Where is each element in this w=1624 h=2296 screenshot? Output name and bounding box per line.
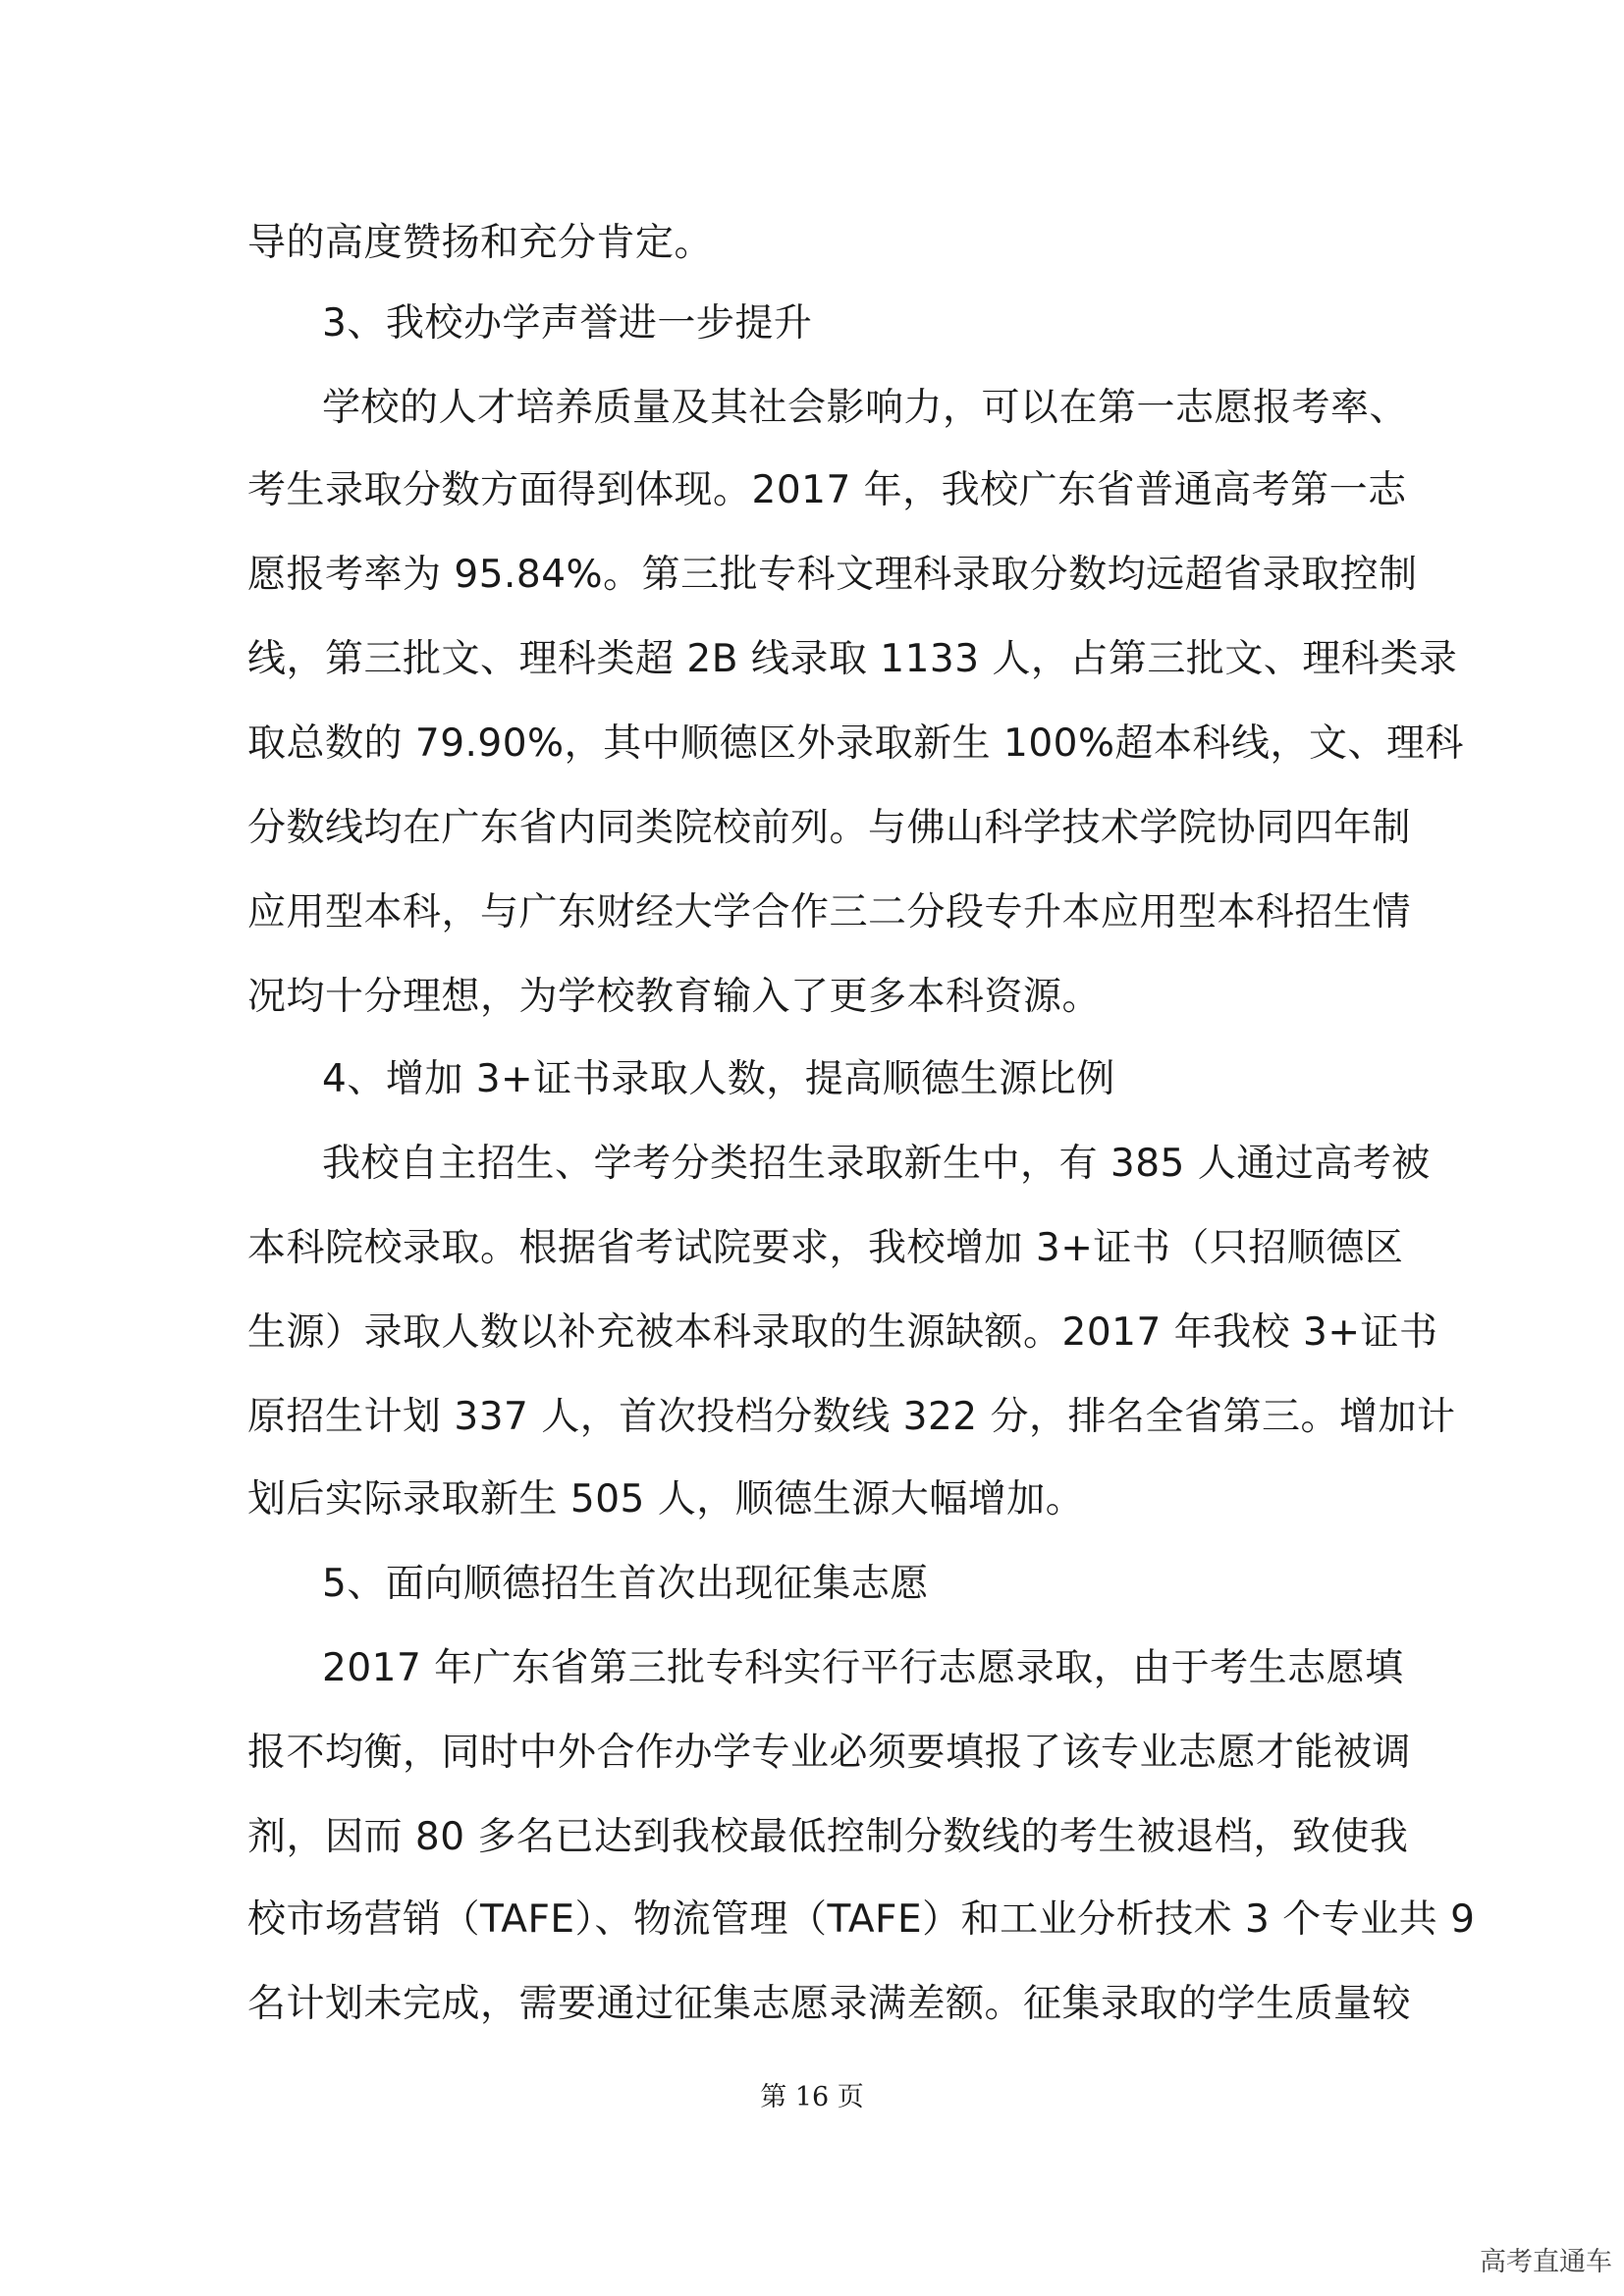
watermark-text: 高考直通车 <box>1480 2247 1612 2277</box>
paragraph-line: 导的高度赞扬和充分肯定。 <box>247 221 714 265</box>
paragraph-line: 愿报考率为 95.84%。第三批专科文理科录取分数均远超省录取控制 <box>247 553 1418 597</box>
paragraph-line: 学校的人才培养质量及其社会影响力，可以在第一志愿报考率、 <box>322 386 1409 430</box>
paragraph-line: 原招生计划 337 人，首次投档分数线 322 分，排名全省第三。增加计 <box>247 1395 1456 1439</box>
paragraph-line: 分数线均在广东省内同类院校前列。与佛山科学技术学院协同四年制 <box>247 806 1412 850</box>
paragraph-line: 剂，因而 80 多名已达到我校最低控制分数线的考生被退档，致使我 <box>247 1815 1409 1859</box>
section-heading-5: 5、面向顺德招生首次出现征集志愿 <box>322 1562 929 1606</box>
paragraph-line: 2017 年广东省第三批专科实行平行志愿录取，由于考生志愿填 <box>322 1646 1404 1690</box>
paragraph-line: 应用型本科，与广东财经大学合作三二分段专升本应用型本科招生情 <box>247 890 1412 934</box>
paragraph-line: 校市场营销（TAFE）、物流管理（TAFE）和工业分析技术 3 个专业共 9 <box>247 1897 1476 1942</box>
paragraph-line: 况均十分理想，为学校教育输入了更多本科资源。 <box>247 975 1102 1019</box>
paragraph-line: 名计划未完成，需要通过征集志愿录满差额。征集录取的学生质量较 <box>247 1982 1412 2026</box>
section-heading-4: 4、增加 3+证书录取人数，提高顺德生源比例 <box>322 1057 1115 1101</box>
page-number: 第 16 页 <box>760 2082 864 2112</box>
paragraph-line: 考生录取分数方面得到体现。2017 年，我校广东省普通高考第一志 <box>247 468 1407 512</box>
paragraph-line: 取总数的 79.90%，其中顺德区外录取新生 100%超本科线，文、理科 <box>247 721 1464 766</box>
paragraph-line: 线，第三批文、理科类超 2B 线录取 1133 人，占第三批文、理科类录 <box>247 637 1458 681</box>
paragraph-line: 报不均衡，同时中外合作办学专业必须要填报了该专业志愿才能被调 <box>247 1731 1412 1775</box>
paragraph-line: 我校自主招生、学考分类招生录取新生中，有 385 人通过高考被 <box>322 1142 1431 1186</box>
section-heading-3: 3、我校办学声誉进一步提升 <box>322 301 813 346</box>
paragraph-line: 生源）录取人数以补充被本科录取的生源缺额。2017 年我校 3+证书 <box>247 1310 1438 1355</box>
paragraph-line: 本科院校录取。根据省考试院要求，我校增加 3+证书（只招顺德区 <box>247 1226 1404 1270</box>
paragraph-line: 划后实际录取新生 505 人，顺德生源大幅增加。 <box>247 1477 1085 1522</box>
